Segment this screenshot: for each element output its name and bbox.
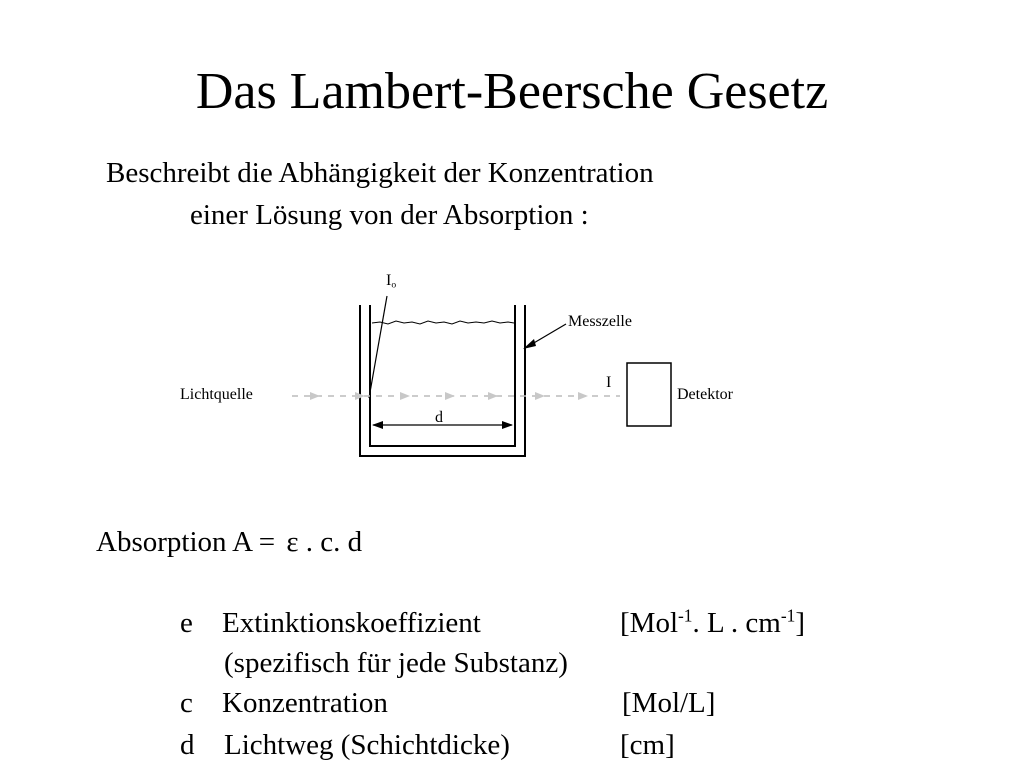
def-e-unit-sup1: -1 [678, 605, 693, 626]
def-e-unit-c: ] [795, 607, 805, 639]
def-e-unit-sup2: -1 [780, 605, 796, 626]
def-c-symbol: c [180, 687, 193, 719]
beam-arrow [400, 392, 410, 400]
def-e-unit-b: . L . cm [692, 607, 781, 639]
cuvette-outer-wall [360, 305, 525, 456]
formula [96, 525, 362, 559]
i0-pointer-line [369, 296, 387, 398]
def-d-term: Lichtweg (Schichtdicke) [224, 729, 510, 761]
def-d-symbol: d [180, 729, 195, 761]
formula-epsilon: ε [286, 526, 299, 558]
messzelle-arrowhead [523, 339, 536, 349]
beam-arrow [445, 392, 455, 400]
page-title: Das Lambert-Beersche Gesetz [195, 63, 829, 120]
def-c-unit: [Mol/L] [622, 687, 716, 719]
liquid-surface [372, 321, 514, 324]
beam-arrow [355, 392, 365, 400]
beam-arrow [310, 392, 320, 400]
def-d-unit: [cm] [620, 729, 675, 761]
intro-line-1: Beschreibt die Abhängigkeit der Konzentration [106, 157, 654, 189]
beam-arrow [578, 392, 588, 400]
messzelle-label: Messzelle [568, 313, 632, 330]
def-c-term: Konzentration [222, 687, 388, 719]
lichtquelle-label: Lichtquelle [180, 386, 253, 403]
messzelle-pointer-line [527, 324, 566, 347]
i0-main: I [386, 272, 392, 289]
def-e-unit-a: [Mol [620, 607, 678, 639]
formula-rest: . c. d [298, 526, 363, 558]
d-arrowhead-right [502, 421, 513, 429]
def-e-symbol: e [180, 607, 193, 639]
i-label: I [606, 374, 612, 391]
def-e-term: Extinktionskoeffizient [222, 607, 481, 639]
detector-box [627, 363, 671, 426]
d-label: d [435, 409, 443, 426]
i0-subscript: o [391, 279, 397, 291]
def-e-unit [620, 606, 805, 640]
def-e-note: (spezifisch für jede Substanz) [224, 647, 568, 679]
formula-text: Absorption A = [96, 526, 283, 558]
detektor-label: Detektor [677, 386, 733, 403]
d-arrowhead-left [372, 421, 383, 429]
beam-arrow [535, 392, 545, 400]
beam-arrow [488, 392, 498, 400]
i0-label [386, 272, 396, 290]
intro-line-2: einer Lösung von der Absorption : [190, 199, 589, 231]
